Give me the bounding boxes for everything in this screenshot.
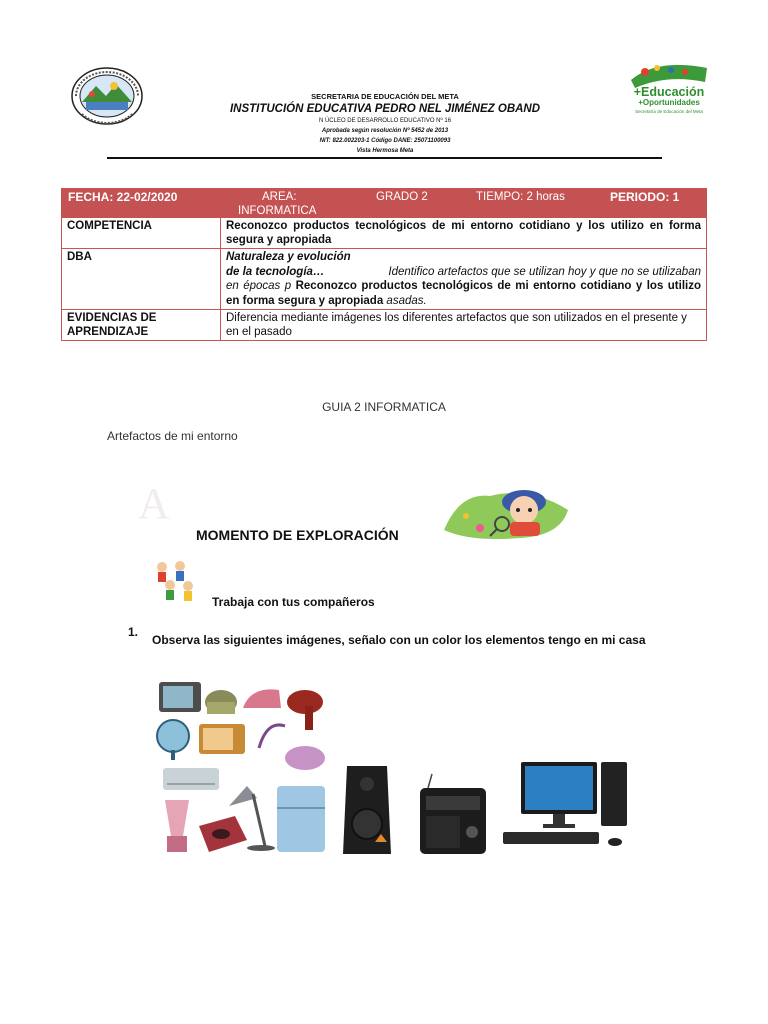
instruction-text: Trabaja con tus compañeros <box>212 595 375 609</box>
guia-title: GUIA 2 INFORMATICA <box>322 400 446 414</box>
location-line: Vista Hermosa Meta <box>356 148 414 154</box>
children-group-icon <box>150 558 198 604</box>
dba-title-1: Naturaleza y evolución <box>226 251 351 263</box>
child-explorer-illustration <box>440 486 572 542</box>
resolucion-line: Aprobada según resolución Nº 5452 de 2013 <box>321 128 449 134</box>
header-rule <box>107 157 662 159</box>
dba-text-4: asadas. <box>386 294 427 307</box>
evidencias-row <box>62 310 707 341</box>
blender-icon <box>165 800 189 852</box>
dba-content <box>221 249 707 310</box>
periodo-label: PERIODO: 1 <box>610 190 680 204</box>
education-logo <box>627 58 711 118</box>
fecha-label: FECHA: 22-02/2020 <box>68 190 178 204</box>
rice-cooker-icon <box>205 690 237 714</box>
grado-label: GRADO 2 <box>376 191 428 203</box>
item-number: 1. <box>128 625 139 639</box>
dba-text-2: en épocas p <box>226 280 292 292</box>
evidencias-text: Diferencia mediante imágenes los diferentes artefactos que son utilizados en el presente y en el pasado <box>221 310 707 341</box>
dba-text-1: Identifico artefactos que se utilizan hoy y que no se utilizaban <box>388 265 701 278</box>
dba-line-2 <box>226 265 701 280</box>
dba-text-3: Reconozco productos tecnológicos de mi entorno cotidiano y los utilizo en forma segura y apropiada <box>226 280 701 307</box>
nucleo-line: N ÚCLEO DE DESARROLLO EDUCATIVO Nº 16 <box>318 118 452 124</box>
air-conditioner-icon <box>163 768 219 790</box>
area-value: INFORMATICA <box>238 205 317 217</box>
microwave-icon <box>199 724 245 754</box>
info-table <box>61 188 707 341</box>
logo-line-2: +Oportunidades <box>638 98 700 107</box>
area-label: AREA: <box>262 191 297 203</box>
radio-icon <box>418 772 488 856</box>
dba-row <box>62 249 707 310</box>
secretaria-line: SECRETARIA DE EDUCACIÓN DEL META <box>311 92 459 101</box>
section-subtitle: Artefactos de mi entorno <box>107 429 238 443</box>
table-header-row <box>62 189 707 218</box>
institution-name: INSTITUCIÓN EDUCATIVA PEDRO NEL JIMÉNEZ OBAND <box>229 103 541 115</box>
refrigerator-icon <box>277 786 325 852</box>
vacuum-cleaner-icon <box>259 725 325 770</box>
competencia-label: COMPETENCIA <box>62 218 221 249</box>
appliances-collage <box>155 676 330 860</box>
logo-line-1: +Educación <box>633 85 705 99</box>
school-crest-logo <box>70 66 144 126</box>
competencia-row <box>62 218 707 249</box>
logo-line-3: Secretaría de Educación del Meta <box>635 109 703 114</box>
competencia-text: Reconozco productos tecnológicos de mi entorno cotidiano y los utilizo en forma segura y apropiada <box>221 218 707 249</box>
item-text: Observa las siguientes imágenes, señalo con un color los elementos tengo en mi casa <box>152 633 646 647</box>
section-heading: MOMENTO DE EXPLORACIÓN <box>196 527 399 543</box>
hair-dryer-icon <box>287 690 323 730</box>
fan-icon <box>157 720 189 760</box>
faded-letter-decoration: A <box>138 479 170 528</box>
nit-line: NIT: 822.002203-1 Código DANE: 25071100093 <box>319 138 451 144</box>
electric-stove-icon <box>199 816 247 852</box>
tv-icon <box>159 682 201 712</box>
iron-icon <box>243 689 281 708</box>
desktop-computer-icon <box>503 760 631 852</box>
dba-title-2: de la tecnología… <box>226 265 325 278</box>
speaker-icon <box>341 762 393 858</box>
dba-line-3 <box>226 279 701 308</box>
dba-label: DBA <box>62 249 221 310</box>
evidencias-label: EVIDENCIAS DE APRENDIZAJE <box>62 310 221 341</box>
tiempo-label: TIEMPO: 2 horas <box>476 191 565 203</box>
